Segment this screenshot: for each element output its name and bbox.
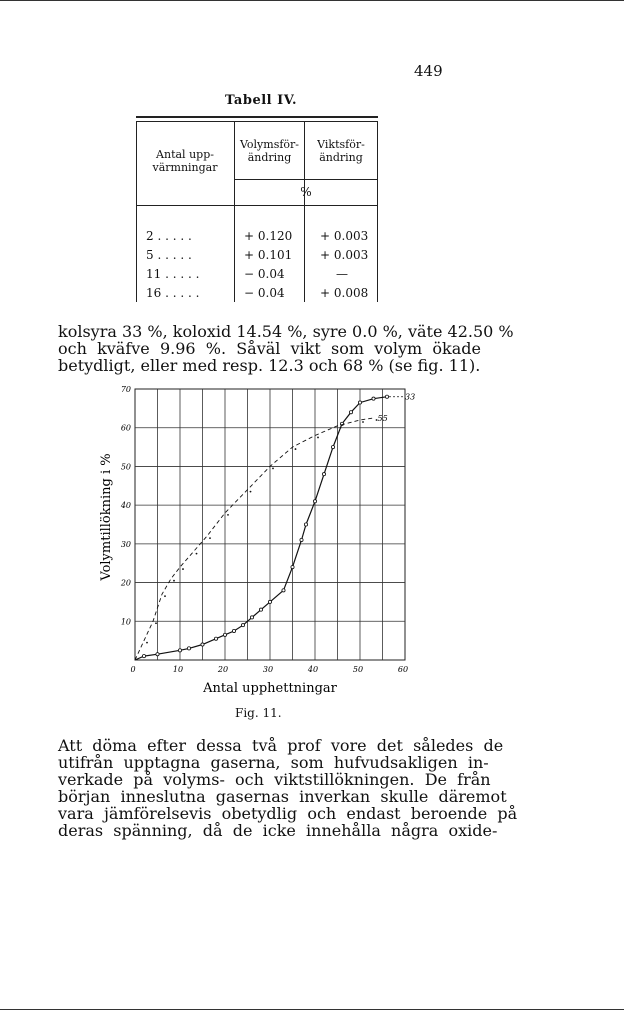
data-point-33 <box>178 649 181 652</box>
table-row-1-volume: + 0.120 <box>244 229 293 243</box>
paragraph-top: kolsyra 33 %, koloxid 14.54 %, syre 0.0 %, väte 42.50 % och kväfve 9.96 %. Såväl vikt som volym ökade betydligt, eller med resp. 12.3 och 68 % (se fig. 11). <box>58 322 514 375</box>
data-point-55 <box>209 537 211 539</box>
data-point-33 <box>331 445 334 448</box>
data-point-33 <box>259 608 262 611</box>
series-label-33: 33 <box>405 392 416 402</box>
table-title: Tabell IV. <box>225 93 298 108</box>
paragraph-bottom: Att döma efter dessa två prof vore det således de utifrån upptagna gaserna, som hufvudsakligen in- verkade på volyms- och viktstillökningen. De från början inneslutna gasernas inverkan skulle däremot vara jämförelsevis obetydlig och endast beroende på deras spänning, då de icke innehålla några oxide- <box>58 736 518 840</box>
table-row-3-volume: − 0.04 <box>244 267 285 281</box>
data-point-33 <box>250 616 253 619</box>
page-number: 449 <box>414 62 443 80</box>
x-tick-label: 40 <box>307 665 319 674</box>
y-axis-label: Volymtillökning i % <box>99 453 114 581</box>
data-point-55 <box>362 421 364 423</box>
table-right-border <box>377 121 378 302</box>
table-header-volume-text: Volymsför- ändring <box>239 138 300 164</box>
data-point-33 <box>232 629 235 632</box>
data-point-33 <box>187 647 190 650</box>
y-tick-label: 20 <box>120 578 131 588</box>
data-point-55 <box>182 568 184 570</box>
table-row-3-count: 11 . . . . . <box>146 267 200 281</box>
data-point-33 <box>322 473 325 476</box>
data-point-33 <box>313 500 316 503</box>
table-rule-top-thin <box>136 121 378 122</box>
table-row-2-volume: + 0.101 <box>244 248 293 262</box>
x-tick-label: 20 <box>217 665 229 674</box>
table-header-volume <box>235 138 304 164</box>
table-header-rule <box>136 205 378 206</box>
data-point-33 <box>304 523 307 526</box>
y-tick-label: 60 <box>120 423 131 433</box>
y-tick-label: 10 <box>120 617 131 627</box>
y-tick-label: 40 <box>120 501 131 511</box>
table-header-unit: % <box>300 185 312 199</box>
table-row-2-count: 5 . . . . . <box>146 248 192 262</box>
data-point-55 <box>340 427 342 429</box>
x-tick-label: 60 <box>397 665 409 674</box>
data-point-55 <box>196 553 198 555</box>
table-row-3-weight: — <box>336 267 348 281</box>
data-point-33 <box>156 653 159 656</box>
data-point-33 <box>241 624 244 627</box>
y-tick-label: 70 <box>120 385 131 394</box>
data-point-55 <box>227 514 229 516</box>
data-point-55 <box>155 622 157 624</box>
data-point-33 <box>268 600 271 603</box>
data-point-33 <box>214 637 217 640</box>
table-row-4-volume: − 0.04 <box>244 286 285 300</box>
x-tick-label: 0 <box>130 665 136 674</box>
data-point-33 <box>142 655 145 658</box>
data-table <box>136 116 378 302</box>
table-header-count <box>136 148 234 174</box>
y-tick-label: 30 <box>120 539 131 549</box>
data-point-33 <box>282 589 285 592</box>
table-row-4-count: 16 . . . . . <box>146 286 200 300</box>
table-row-4-weight: + 0.008 <box>320 286 369 300</box>
data-point-55 <box>317 437 319 439</box>
data-point-33 <box>358 401 361 404</box>
table-row-2-weight: + 0.003 <box>320 248 369 262</box>
x-tick-label: 10 <box>172 665 184 674</box>
data-point-55 <box>272 468 274 470</box>
figure-11-chart <box>0 385 624 695</box>
series-line-33 <box>135 397 387 660</box>
x-axis-label: Antal upphettningar <box>203 681 337 695</box>
table-unit-rule <box>234 179 378 180</box>
data-point-33 <box>223 633 226 636</box>
table-header-count-text: Antal upp- värmningar <box>152 148 218 174</box>
data-point-55 <box>173 580 175 582</box>
data-point-55 <box>146 642 148 644</box>
series-label-55: 55 <box>377 414 388 424</box>
data-point-33 <box>385 395 388 398</box>
table-rule-top-thick <box>136 116 378 118</box>
y-tick-label: 50 <box>120 462 131 472</box>
data-point-33 <box>349 411 352 414</box>
table-row-1-weight: + 0.003 <box>320 229 369 243</box>
data-point-33 <box>300 538 303 541</box>
table-row-1-count: 2 . . . . . <box>146 229 192 243</box>
data-point-55 <box>295 448 297 450</box>
x-tick-label: 30 <box>262 665 274 674</box>
table-header-weight <box>305 138 377 164</box>
data-point-33 <box>201 643 204 646</box>
table-header-weight-text: Viktsför- ändring <box>317 138 365 164</box>
figure-caption: Fig. 11. <box>235 706 282 720</box>
x-tick-label: 50 <box>352 665 364 674</box>
page-bottom-edge <box>0 1009 624 1010</box>
data-point-33 <box>291 565 294 568</box>
page-top-edge <box>0 0 624 1</box>
data-point-55 <box>250 491 252 493</box>
data-point-55 <box>164 595 166 597</box>
data-point-33 <box>372 397 375 400</box>
